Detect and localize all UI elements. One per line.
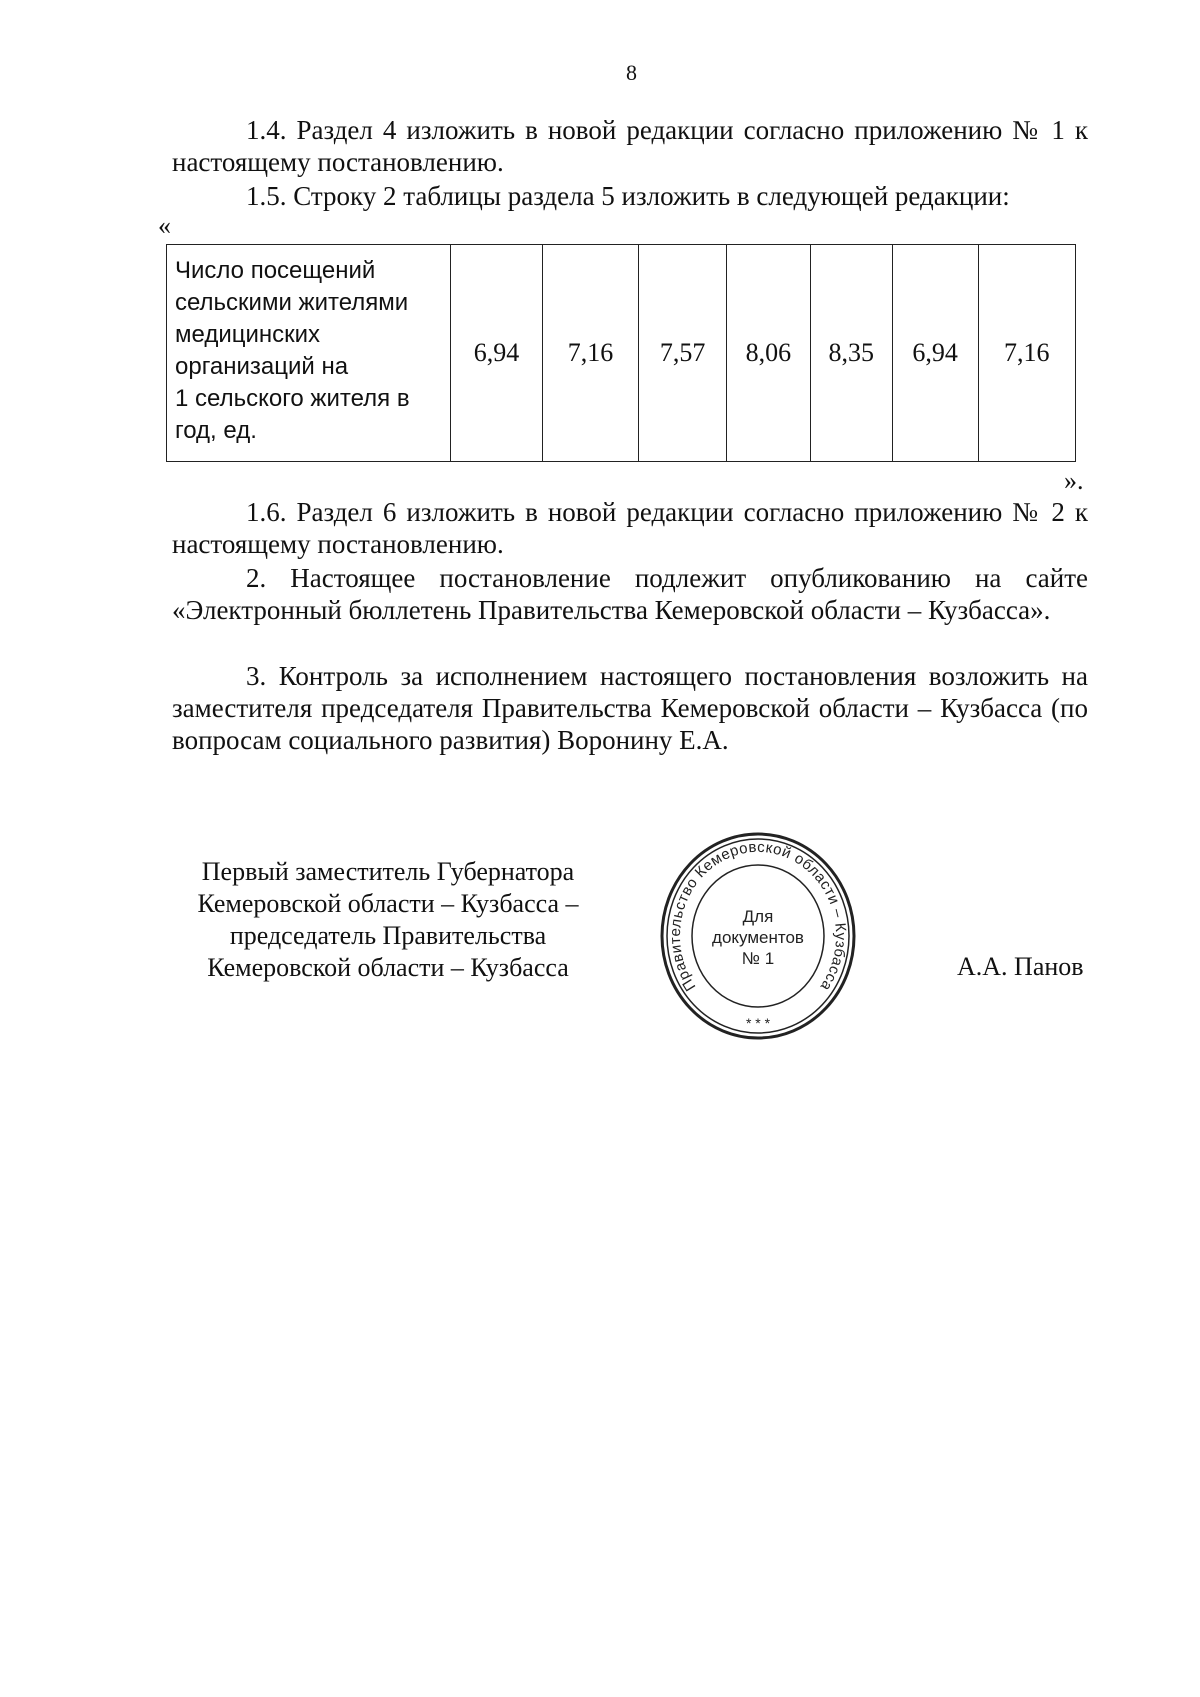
paragraph-1-5: 1.5. Строку 2 таблицы раздела 5 изложить в следующей редакции: — [246, 181, 1010, 211]
value-cell: 6,94 — [892, 245, 978, 462]
indicator-name-line: 1 сельского жителя в — [175, 385, 410, 412]
page-number: 8 — [626, 60, 637, 85]
closing-quote: ». — [1064, 466, 1084, 495]
indicator-name-line: год, ед. — [175, 417, 257, 444]
signer-title-line: Первый заместитель Губернатора — [201, 857, 575, 886]
indicator-name-line: сельскими жителями — [175, 289, 409, 316]
indicator-name-line: медицинских — [175, 321, 321, 348]
indicator-name-line: организаций на — [175, 353, 349, 380]
stamp-ring-text: Правительство Кемеровской области – Кузбасса — [666, 838, 850, 995]
paragraph-3: 3. Контроль за исполнением настоящего постановления возложить на заместителя председателя Правительства Кемеровской области – Кузбасса (по вопросам социального развития) Воронину Е.А. — [172, 661, 1088, 755]
stamp-center-line: документов — [712, 928, 804, 947]
indicator-name-cell — [167, 245, 451, 462]
paragraph-2: 2. Настоящее постановление подлежит опубликованию на сайте «Электронный бюллетень Правительства Кемеровской области – Кузбасса». — [172, 563, 1088, 625]
signer-title-line: Кемеровской области – Кузбасса – — [197, 889, 579, 918]
value-cell: 7,16 — [542, 245, 638, 462]
signer-title — [172, 856, 604, 984]
value-cell: 7,57 — [639, 245, 727, 462]
paragraph-1-6: 1.6. Раздел 6 изложить в новой редакции согласно приложению № 2 к настоящему постановлению. — [172, 497, 1088, 559]
stamp-center-line: Для — [742, 907, 774, 926]
stamp-stars: * * * — [745, 1015, 771, 1031]
signer-title-line: Кемеровской области – Кузбасса — [207, 953, 569, 982]
table-row-replacement — [166, 244, 1076, 462]
official-stamp — [658, 822, 858, 1050]
value-cell: 6,94 — [451, 245, 543, 462]
indicator-name-line: Число посещений — [175, 257, 376, 284]
opening-quote: « — [158, 211, 171, 240]
signature-name: А.А. Панов — [957, 952, 1084, 981]
value-cell: 8,06 — [726, 245, 810, 462]
value-cell: 7,16 — [978, 245, 1076, 462]
table-row — [167, 245, 1076, 462]
signer-title-line: председатель Правительства — [229, 921, 547, 950]
paragraph-1-4: 1.4. Раздел 4 изложить в новой редакции согласно приложению № 1 к настоящему постановлению. — [172, 115, 1088, 177]
stamp-center-line: № 1 — [741, 949, 775, 968]
value-cell: 8,35 — [810, 245, 892, 462]
